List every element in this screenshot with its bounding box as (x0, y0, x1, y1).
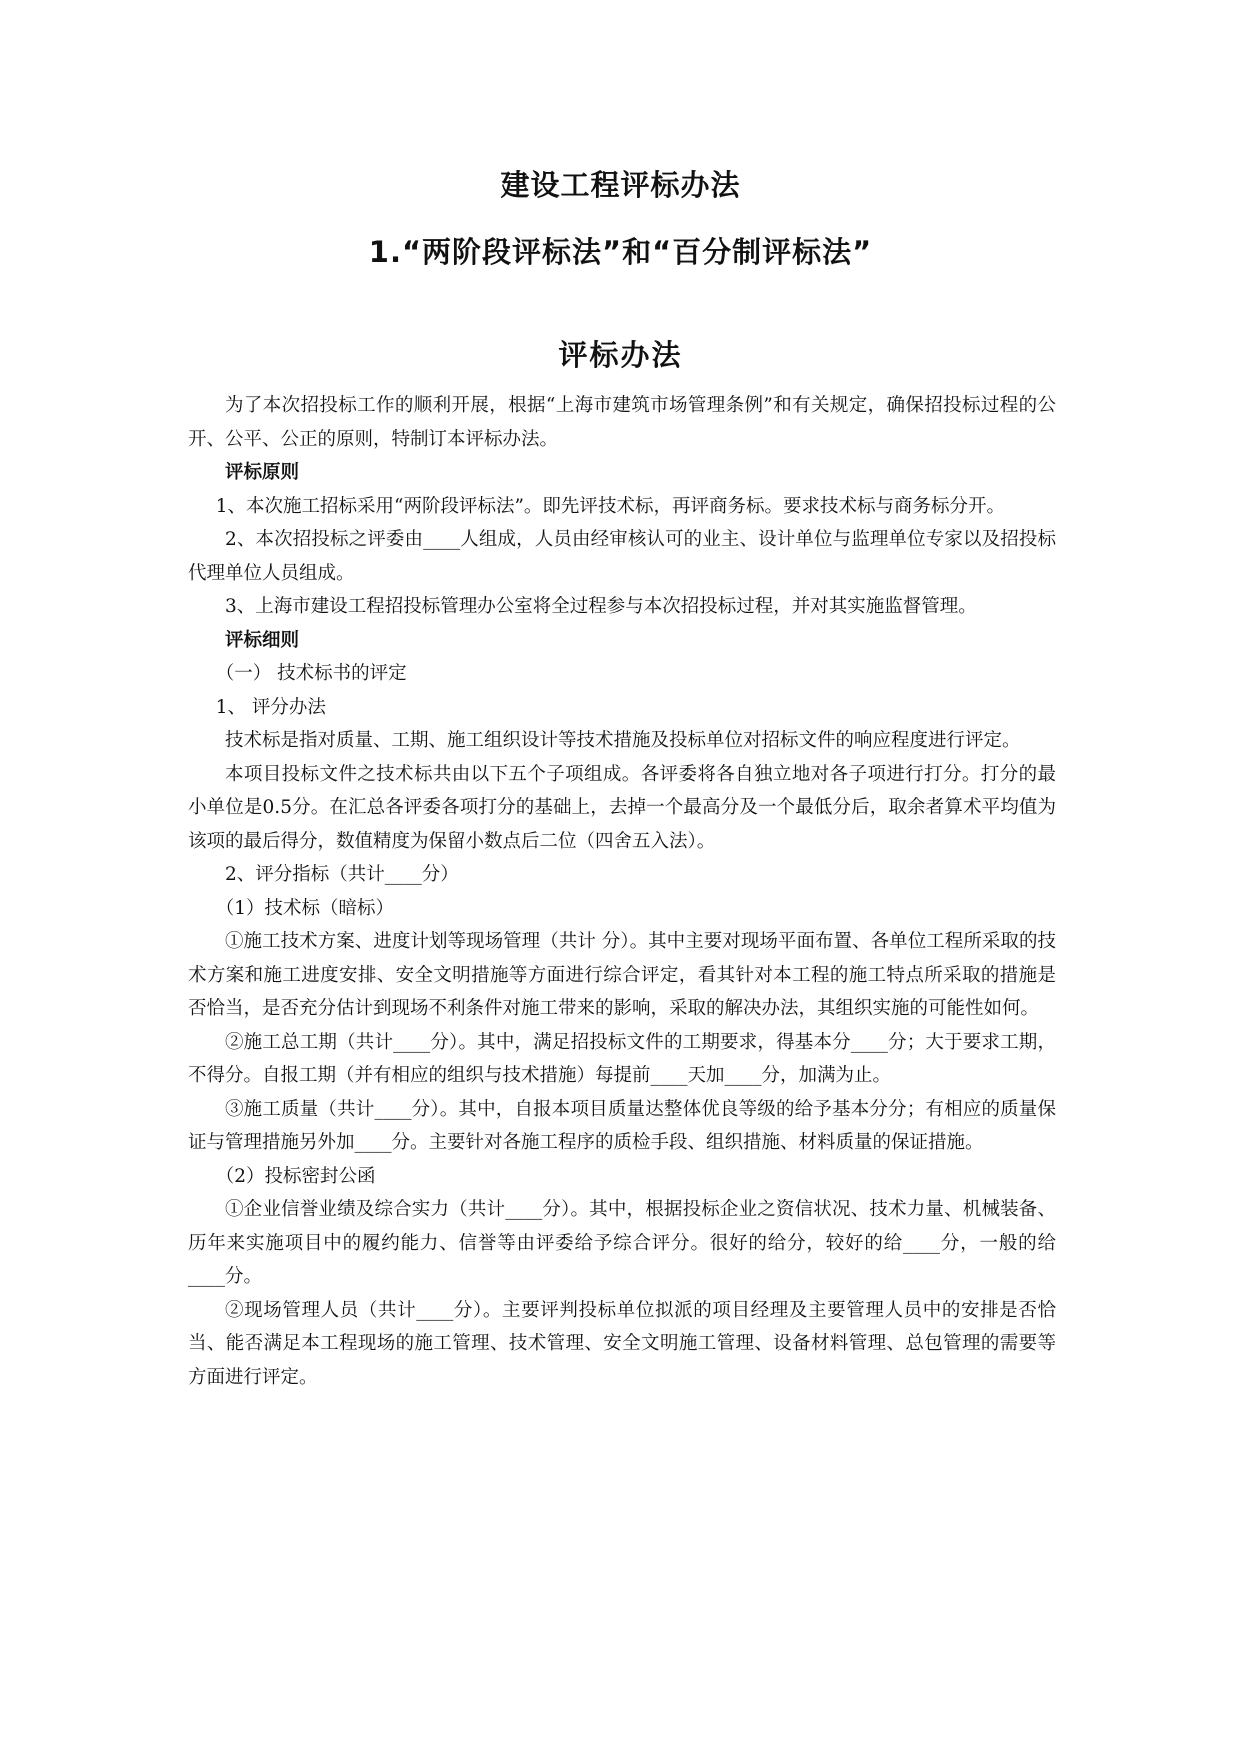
document-body (188, 389, 1056, 1394)
paragraph-item-duration: ②施工总工期（共计____分）。其中，满足招投标文件的工期要求，得基本分____分；大于要求工期，不得分。自报工期（并有相应的组织与技术措施）每提前____天加____分，加满为止。 (188, 1031, 1056, 1086)
paragraph-item-reputation: ①企业信誉业绩及综合实力（共计____分）。其中，根据投标企业之资信状况、技术力量、机械装备、历年来实施项目中的履约能力、信誉等由评委给予综合评分。很好的给分，较好的给____分，一般的给____分。 (188, 1199, 1056, 1287)
heading-details: 评标细则 (225, 629, 300, 651)
paragraph-scoring-method: 1、 评分办法 (215, 696, 326, 718)
section-title: 评标办法 (558, 338, 683, 372)
heading-principles: 评标原则 (225, 462, 300, 483)
paragraph-item-staff: ②现场管理人员（共计____分）。主要评判投标单位拟派的项目经理及主要管理人员中的安排是否恰当、能否满足本工程现场的施工管理、技术管理、安全文明施工管理、设备材料管理、总包管理的需要等方面进行评定。 (188, 1299, 1056, 1388)
paragraph-principle-1: 1、本次施工招标采用“两阶段评标法”。即先评技术标，再评商务标。要求技术标与商务标分开。 (215, 495, 1005, 517)
paragraph-principle-2: 2、本次招投标之评委由____人组成，人员由经审核认可的业主、设计单位与监理单位专家以及招投标代理单位人员组成。 (188, 529, 1056, 584)
paragraph-item-plan: ①施工技术方案、进度计划等现场管理（共计 分）。其中主要对现场平面布置、各单位工程所采取的技术方案和施工进度安排、安全文明措施等方面进行综合评定，看其针对本工程的施工特点所采取的措施是否恰当，是否充分估计到现场不利条件对施工带来的影响，采取的解决办法，其组织实施的可能性如何。 (188, 931, 1056, 1019)
paragraph-item-quality: ③施工质量（共计____分）。其中，自报本项目质量达整体优良等级的给予基本分分；有相应的质量保证与管理措施另外加____分。主要针对各施工程序的质检手段、组织措施、材料质量的保证措施。 (188, 1098, 1056, 1153)
paragraph-sealed-letter: （2）投标密封公函 (215, 1165, 376, 1187)
paragraph-tech-review: （一） 技术标书的评定 (215, 663, 407, 684)
document-title: 建设工程评标办法 (500, 168, 741, 202)
paragraph-scoring-indicators: 2、评分指标（共计____分） (225, 864, 459, 885)
paragraph-tech-composition: 本项目投标文件之技术标共由以下五个子项组成。各评委将各自独立地对各子项进行打分。打分的最小单位是0.5分。在汇总各评委各项打分的基础上，去掉一个最高分及一个最低分后，取余者算术平均值为该项的最后得分，数值精度为保留小数点后二位（四舍五入法）。 (188, 763, 1056, 852)
paragraph-tech-blind: （1）技术标（暗标） (215, 897, 395, 919)
paragraph-intro: 为了本次招投标工作的顺利开展，根据“上海市建筑市场管理条例”和有关规定，确保招投标过程的公开、公平、公正的原则，特制订本评标办法。 (188, 395, 1056, 450)
document-subtitle: 1.“两阶段评标法”和“百分制评标法” (368, 235, 873, 269)
paragraph-principle-3: 3、上海市建设工程招投标管理办公室将全过程参与本次招投标过程，并对其实施监督管理。 (225, 596, 977, 617)
paragraph-tech-definition: 技术标是指对质量、工期、施工组织设计等技术措施及投标单位对招标文件的响应程度进行评定。 (225, 730, 1021, 751)
